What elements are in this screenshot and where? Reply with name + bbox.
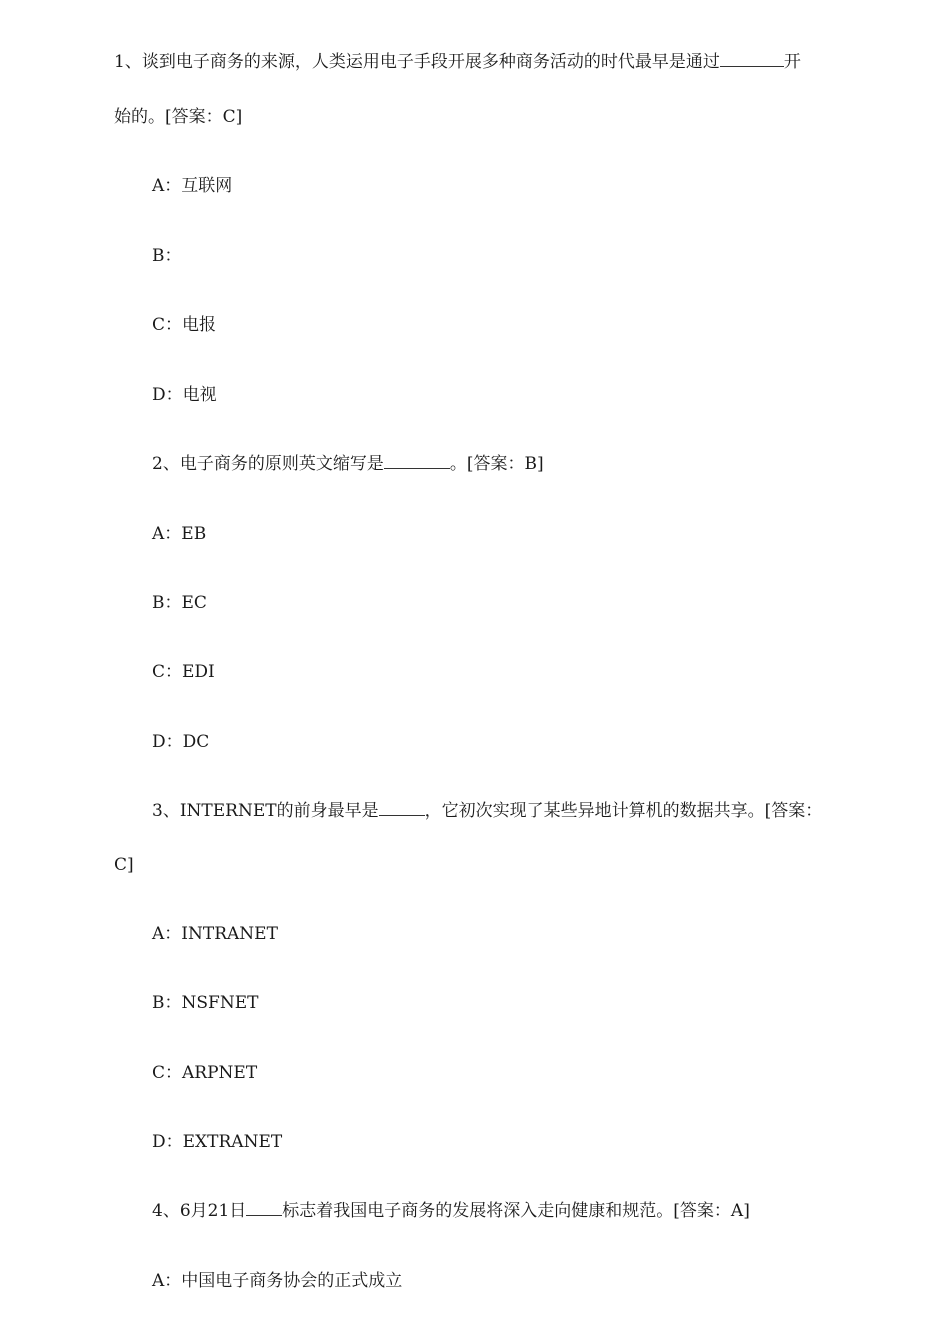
option-text: 互联网: [181, 176, 233, 196]
question-text-after: 开: [783, 52, 801, 72]
option-d: [152, 730, 209, 754]
option-text: 中国电子商务协会的正式成立: [181, 1271, 403, 1291]
option-c: [152, 1061, 257, 1085]
option-b: [152, 244, 182, 268]
answer-blank: [379, 799, 425, 816]
option-text: EDI: [182, 662, 215, 682]
option-d: [152, 383, 217, 407]
option-label: C：: [152, 1063, 183, 1083]
option-label: D：: [152, 732, 183, 752]
option-label: C：: [152, 315, 183, 335]
option-b: [152, 591, 207, 615]
option-c: [152, 313, 216, 337]
option-text: ARPNET: [182, 1063, 258, 1083]
option-a: [152, 522, 206, 546]
answer-blank: [720, 50, 784, 67]
option-text: 电视: [182, 385, 217, 405]
option-text: EB: [181, 524, 207, 544]
question-text-after: ，它初次实现了某些异地计算机的数据共享。[答案：: [424, 801, 823, 821]
question-4: [152, 1199, 750, 1223]
option-label: A：: [152, 524, 182, 544]
question-text: INTERNET的前身最早是: [179, 801, 379, 821]
question-text-continuation: 始的。[答案：C]: [114, 107, 243, 127]
option-text: DC: [182, 732, 210, 752]
option-a: [152, 922, 278, 946]
option-text: EC: [181, 593, 207, 613]
question-2: [152, 452, 544, 476]
option-d: [152, 1130, 282, 1154]
option-label: B：: [152, 246, 182, 266]
question-text: 谈到电子商务的来源，人类运用电子手段开展多种商务活动的时代最早是通过: [141, 52, 720, 72]
question-text: 电子商务的原则英文缩写是: [179, 454, 384, 474]
option-b: [152, 991, 258, 1015]
option-a: [152, 1269, 402, 1293]
option-label: A：: [152, 1271, 182, 1291]
option-label: A：: [152, 924, 182, 944]
question-number: 2、: [152, 454, 180, 474]
question-3: [152, 799, 822, 823]
question-text: 6月21日: [179, 1201, 247, 1221]
question-1: [114, 50, 801, 74]
question-number: 4、: [152, 1201, 180, 1221]
option-label: B：: [152, 993, 182, 1013]
option-text: NSFNET: [181, 993, 259, 1013]
option-c: [152, 660, 215, 684]
question-1-continuation: [114, 105, 242, 129]
question-number: 3、: [152, 801, 180, 821]
answer-blank: [246, 1199, 282, 1216]
option-text: INTRANET: [181, 924, 278, 944]
question-number: 1、: [114, 52, 142, 72]
option-label: D：: [152, 1132, 183, 1152]
question-3-continuation: [114, 853, 134, 877]
option-label: D：: [152, 385, 183, 405]
question-text-after: 。[答案：B]: [449, 454, 544, 474]
question-text-continuation: C]: [114, 855, 134, 875]
option-label: B：: [152, 593, 182, 613]
option-text: EXTRANET: [182, 1132, 283, 1152]
option-label: C：: [152, 662, 183, 682]
option-label: A：: [152, 176, 182, 196]
option-a: [152, 174, 232, 198]
answer-blank: [384, 452, 450, 469]
option-text: 电报: [182, 315, 217, 335]
question-text-after: 标志着我国电子商务的发展将深入走向健康和规范。[答案：A]: [282, 1201, 750, 1221]
